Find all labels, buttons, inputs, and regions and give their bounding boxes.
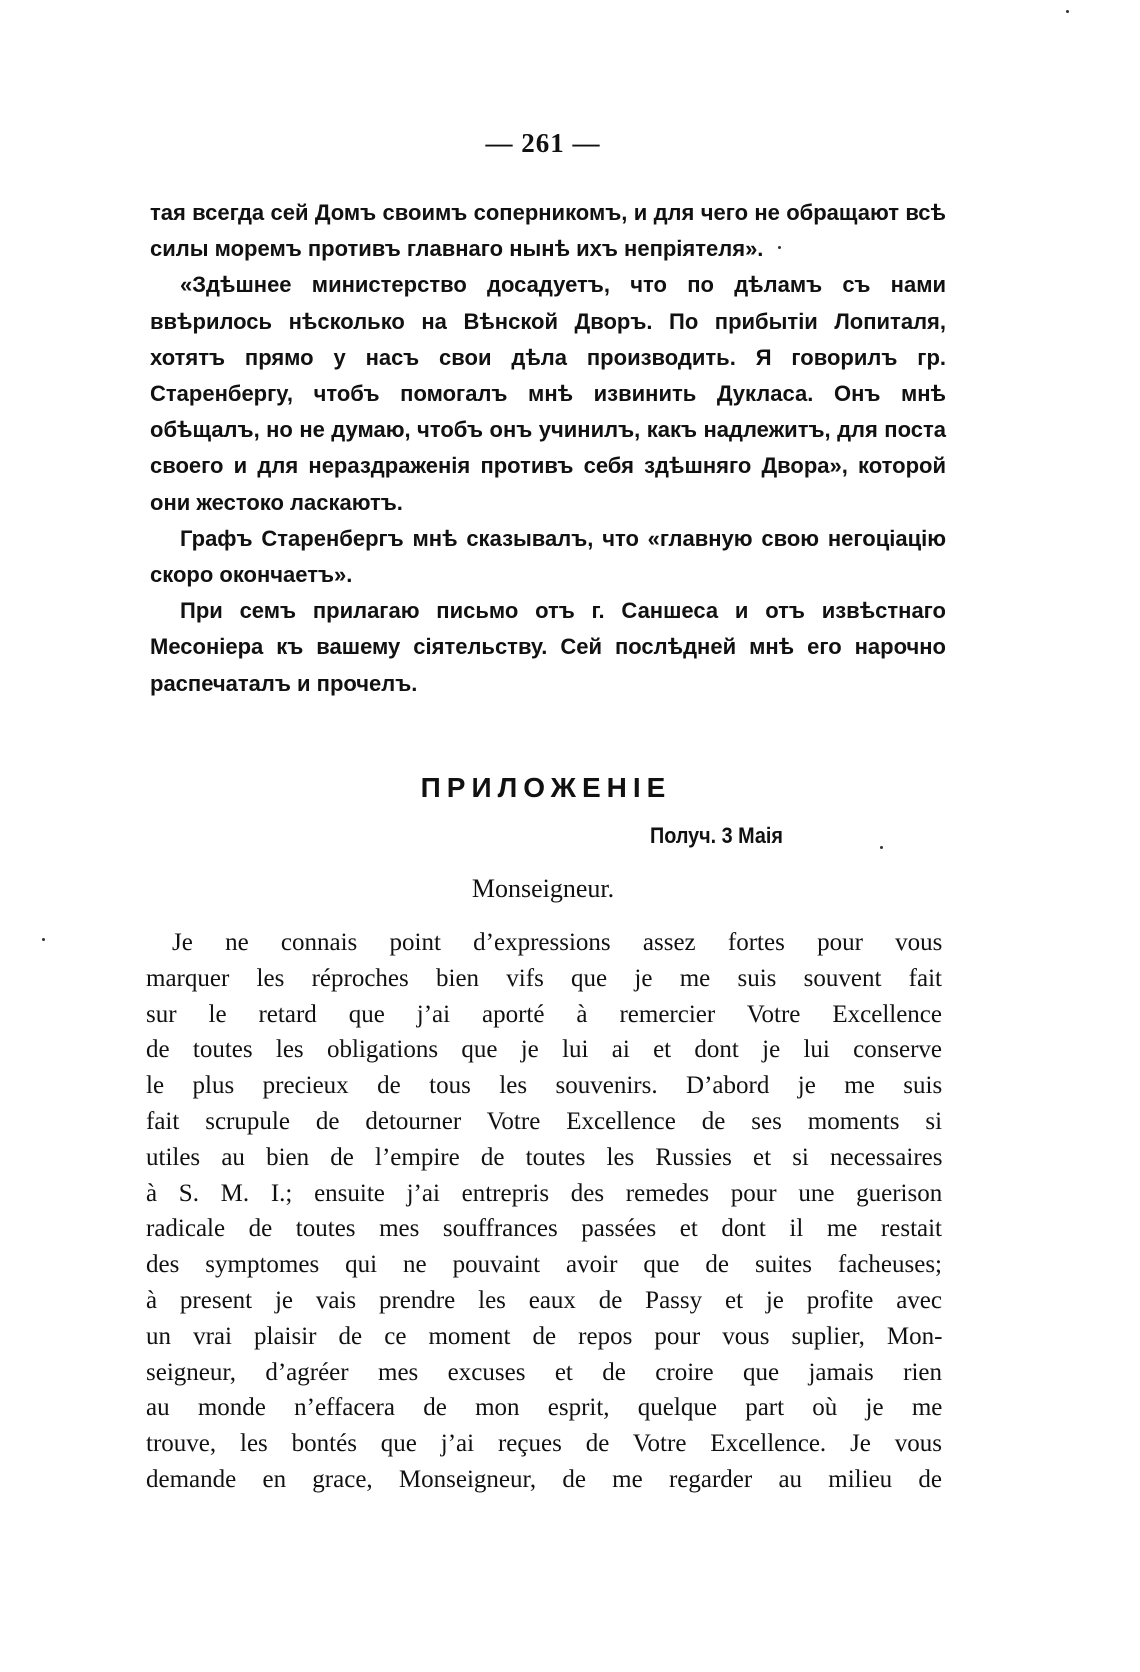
russian-paragraph: тая всегда сей Домъ своимъ соперникомъ, и для чего не обращают всѣ силы моремъ противъ главнаго нынѣ ихъ непріятеля».: [150, 200, 946, 262]
received-date: Получ. 3 Маія: [650, 823, 783, 848]
letter-line: de toutes les obligations que je lui ai et dont je lui conserve: [146, 1036, 942, 1064]
letter-line: radicale de toutes mes souffrances passées et dont il me restait: [146, 1215, 942, 1243]
russian-text-block: [150, 195, 946, 702]
russian-paragraph: «Здѣшнее министерство досадуетъ, что по дѣламъ съ нами ввѣрилось нѣсколько на Вѣнской Дворъ. По прибытіи Лопиталя, хотятъ прямо у насъ свои дѣла производить. Я говорилъ гр. Старенбергу, чтобъ помогалъ мнѣ извинить Дукласа. Онъ мнѣ обѣщалъ, но не думаю, чтобъ онъ учинилъ, какъ надлежитъ, для поста своего и для нераздраженія противъ себя здѣшняго Двора», которой они жестоко ласкаютъ.: [150, 272, 946, 515]
letter-line: à present je vais prendre les eaux de Passy et je profite avec: [146, 1286, 942, 1314]
appendix-title: ПРИЛОЖЕНІЕ: [420, 772, 672, 803]
letter-line: des symptomes qui ne pouvaint avoir que de suites facheuses;: [146, 1251, 942, 1279]
letter-salutation: Monseigneur.: [471, 874, 615, 903]
scan-speck: [42, 938, 45, 941]
letter-line: fait scrupule de detourner Votre Excellence de ses moments si: [146, 1107, 943, 1135]
page-number: — 261 —: [485, 128, 601, 158]
letter-line: sur le retard que j’ai aporté à remercier Votre Excellence: [146, 1000, 942, 1028]
letter-line: utiles au bien de l’empire de toutes les Russies et si necessaires: [146, 1143, 943, 1171]
letter-line: Je ne connais point d’expressions assez fortes pour vous: [172, 929, 943, 956]
scan-speck: [778, 246, 781, 249]
letter-line: un vrai plaisir de ce moment de repos pour vous suplier, Mon-: [146, 1322, 943, 1350]
letter-line: demande en grace, Monseigneur, de me regarder au milieu de: [146, 1465, 942, 1493]
russian-paragraph: При семъ прилагаю письмо отъ г. Саншеса и отъ извѣстнаго Месоніера къ вашему сіятельству. Сей послѣдней мнѣ его нарочно распечаталъ и прочелъ.: [150, 598, 946, 696]
letter-line: trouve, les bontés que j’ai reçues de Votre Excellence. Je vous: [146, 1430, 942, 1458]
scan-speck: [1066, 10, 1069, 13]
letter-line: marquer les réproches bien vifs que je me suis souvent fait: [146, 964, 942, 992]
letter-line: au monde n’effacera de mon esprit, quelque part où je me: [146, 1394, 943, 1422]
scan-speck: [880, 846, 883, 849]
letter-line: seigneur, d’agréer mes excuses et de croire que jamais rien: [146, 1358, 942, 1386]
french-letter-body: [146, 925, 942, 1498]
russian-paragraph: Графъ Старенбергъ мнѣ сказывалъ, что «главную свою негоціацію скоро окончаетъ».: [150, 525, 946, 588]
letter-line: à S. M. I.; ensuite j’ai entrepris des remedes pour une guerison: [146, 1179, 943, 1207]
letter-line: le plus precieux de tous les souvenirs. D’abord je me suis: [146, 1072, 943, 1100]
